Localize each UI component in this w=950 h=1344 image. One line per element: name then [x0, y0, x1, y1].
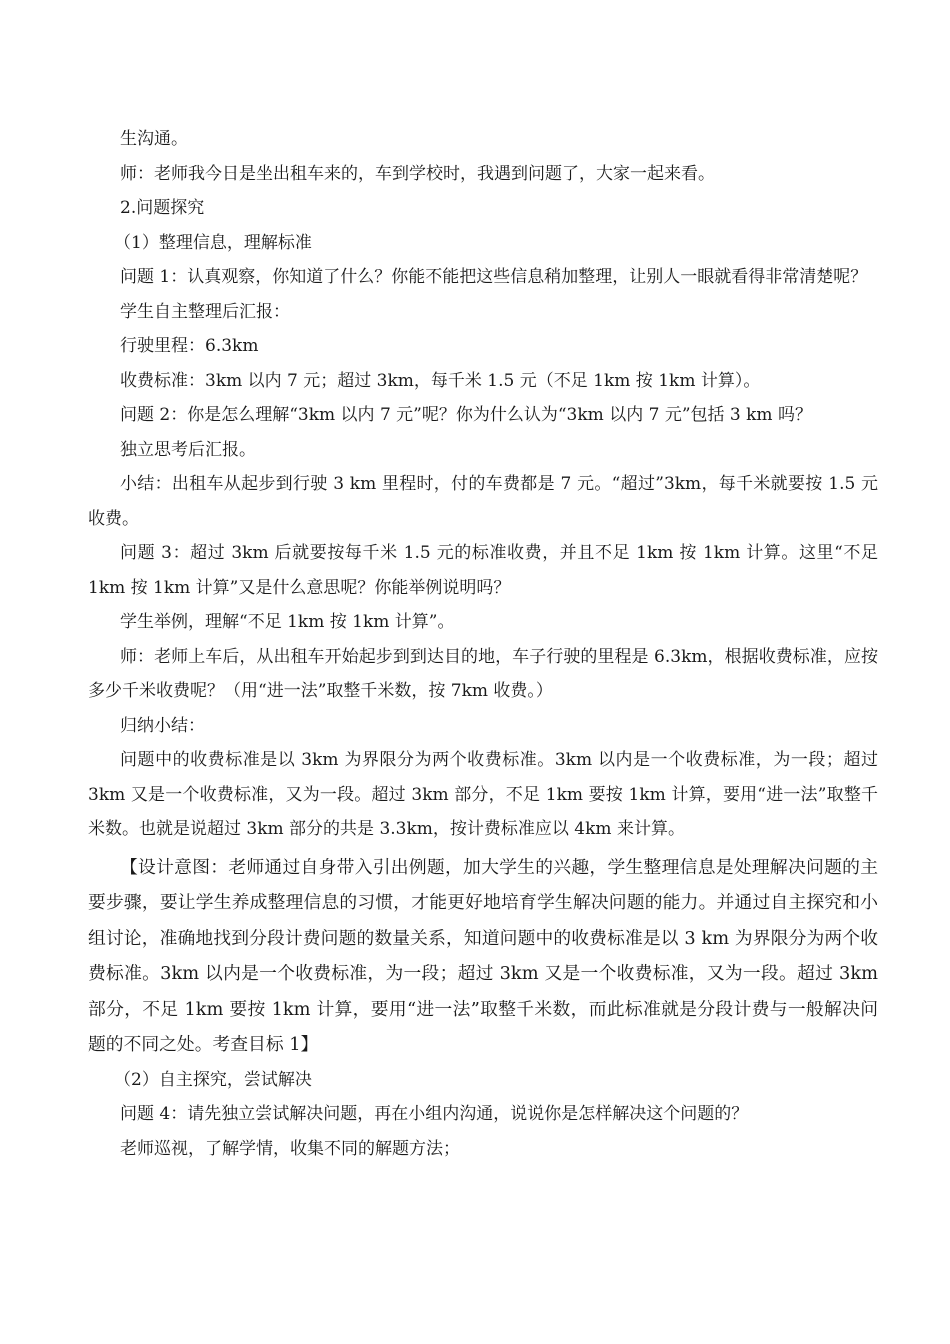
paragraph-student-report: 学生自主整理后汇报：	[120, 301, 290, 322]
paragraph-fare-standard: 收费标准：3km 以内 7 元；超过 3km，每千米 1.5 元（不足 1km 按 1km 计算）。	[120, 370, 761, 391]
paragraph-question-4: 问题 4：请先独立尝试解决问题，再在小组内沟通，说说你是怎样解决这个问题的？	[120, 1104, 749, 1124]
paragraph-question-1: 问题 1：认真观察，你知道了什么？你能不能把这些信息稍加整理，让别人一眼就看得非常清楚呢？	[120, 267, 868, 287]
paragraph-teacher-patrol: 老师巡视，了解学情，收集不同的解题方法；	[120, 1138, 460, 1159]
section-heading-problem-exploration: 2.问题探究	[120, 198, 205, 218]
subsection-heading-organize-info: （1）整理信息，理解标准	[114, 232, 312, 253]
paragraph-mileage: 行驶里程：6.3km	[120, 336, 259, 356]
document-body	[88, 122, 878, 1166]
paragraph-teacher-calculation: 师：老师上车后，从出租车开始起步到到达目的地，车子行驶的里程是 6.3km，根据收费标准，应按多少千米收费呢？（用“进一法”取整千米数，按 7km 收费。）	[88, 646, 878, 701]
paragraph-independent-thinking: 独立思考后汇报。	[120, 439, 256, 460]
paragraph-continuation: 生沟通。	[120, 129, 188, 149]
paragraph-teacher-taxi: 师：老师我今日是坐出租车来的，车到学校时，我遇到问题了，大家一起来看。	[120, 163, 715, 184]
subsection-heading-self-exploration: （2）自主探究，尝试解决	[114, 1069, 312, 1090]
paragraph-conclusion: 问题中的收费标准是以 3km 为界限分为两个收费标准。3km 以内是一个收费标准，为一段；超过 3km 又是一个收费标准，又为一段。超过 3km 部分，不足 1km 要按 1km 计算，要用“进一法”取整千米数。也就是说超过 3km 部分的共是 3.3km，按计费标准应以 4km 来计算。	[88, 750, 878, 839]
paragraph-question-3: 问题 3：超过 3km 后就要按每千米 1.5 元的标准收费，并且不足 1km 按 1km 计算。这里“不足 1km 按 1km 计算”又是什么意思呢？你能举例说明吗？	[88, 543, 878, 598]
paragraph-question-2: 问题 2：你是怎么理解“3km 以内 7 元”呢？你为什么认为“3km 以内 7 元”包括 3 km 吗？	[120, 405, 812, 425]
paragraph-conclusion-heading: 归纳小结：	[120, 715, 205, 736]
paragraph-design-intent: 【设计意图：老师通过自身带入引出例题，加大学生的兴趣，学生整理信息是处理解决问题的主要步骤，要让学生养成整理信息的习惯，才能更好地培育学生解决问题的能力。并通过自主探究和小组讨论，准确地找到分段计费问题的数量关系，知道问题中的收费标准是以 3 km 为界限分为两个收费标准。3km 以内是一个收费标准，为一段；超过 3km 又是一个收费标准，又为一段。超过 3km 部分，不足 1km 要按 1km 计算，要用“进一法”取整千米数，而此标准就是分段计费与一般解决问题的不同之处。考查目标 1】	[88, 856, 878, 1055]
paragraph-student-examples: 学生举例，理解“不足 1km 按 1km 计算”。	[120, 612, 455, 632]
paragraph-summary-1: 小结：出租车从起步到行驶 3 km 里程时，付的车费都是 7 元。“超过”3km，每千米就要按 1.5 元收费。	[88, 474, 878, 529]
